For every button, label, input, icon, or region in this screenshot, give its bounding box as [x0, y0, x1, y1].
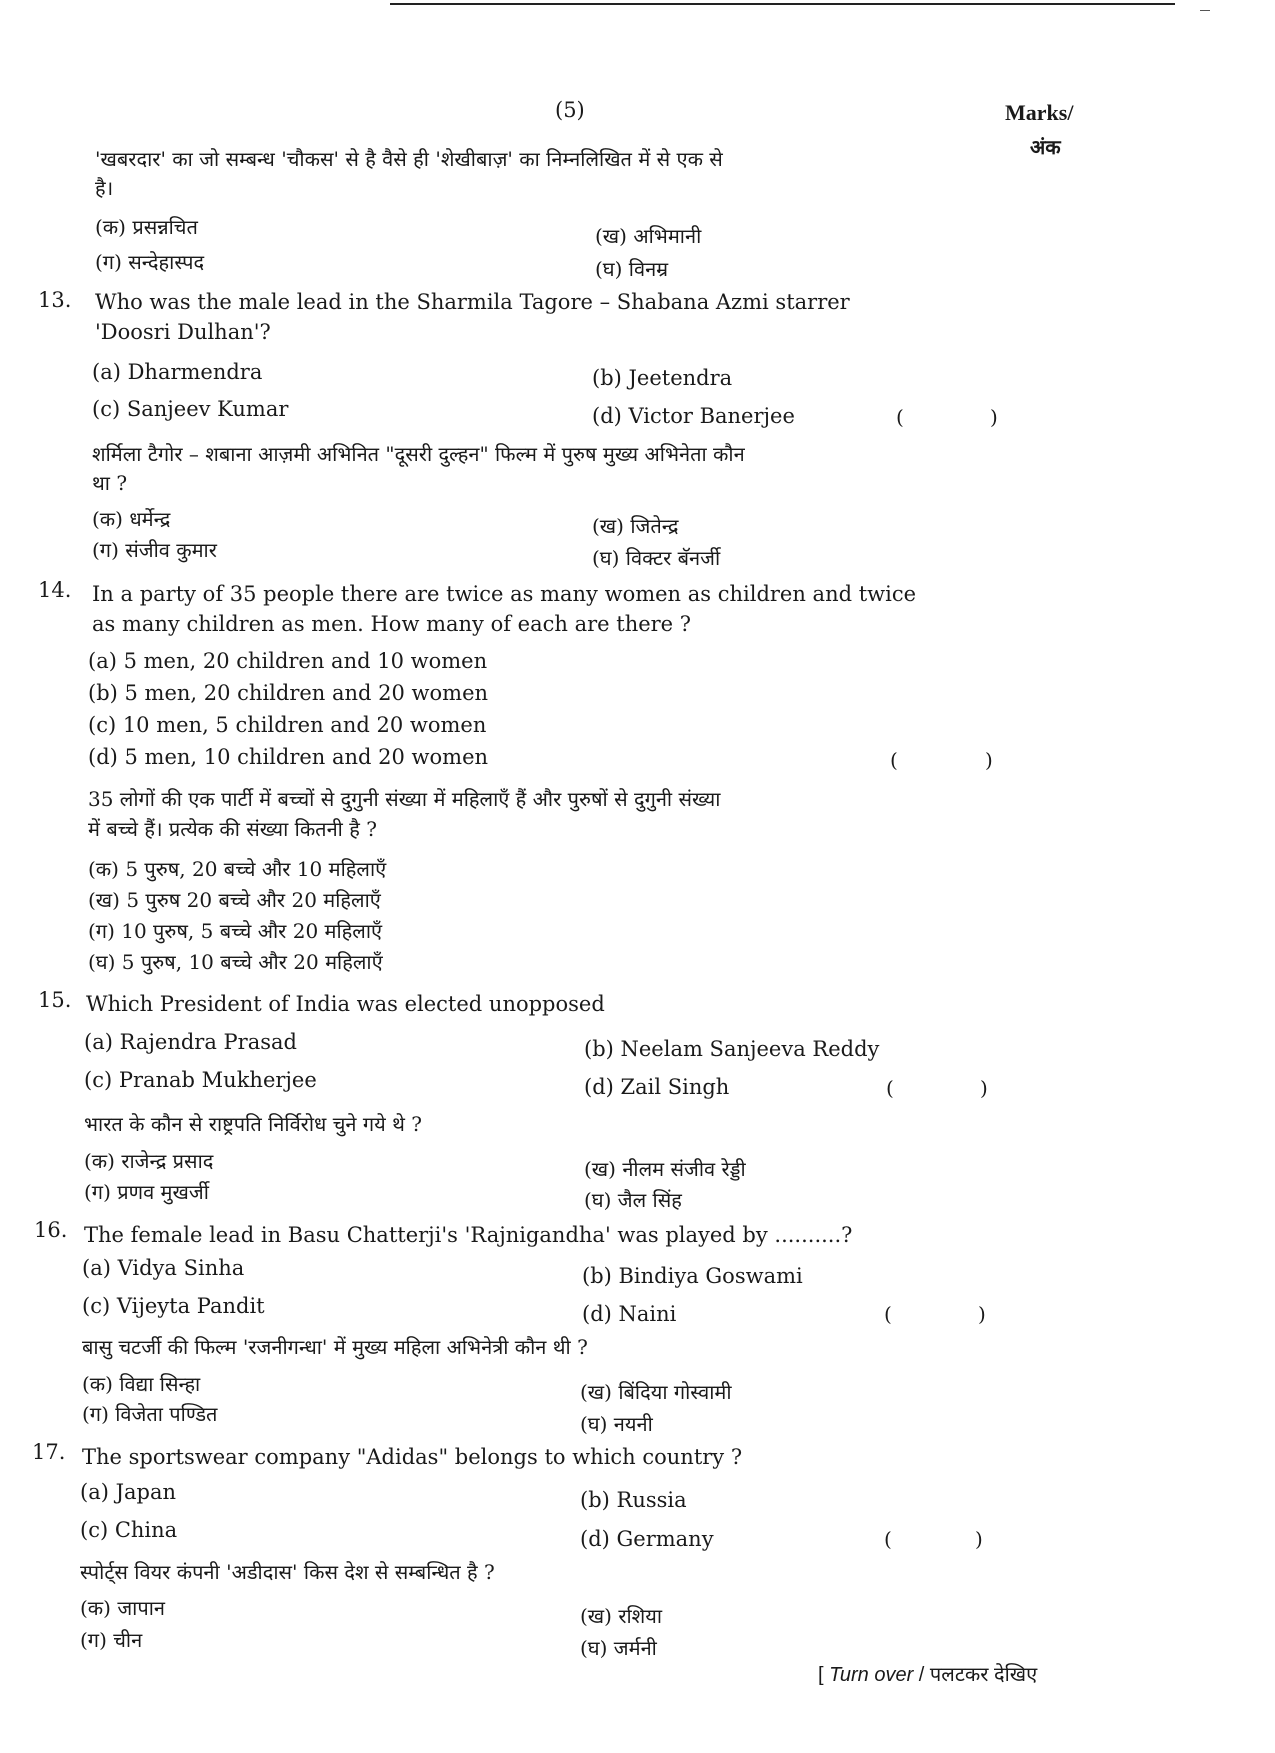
q14-stem-line2: as many children as men. How many of each are there ? — [92, 612, 692, 636]
marks-label-hindi: अंक — [1030, 135, 1061, 159]
q16-option-d: (d) Naini — [582, 1302, 677, 1326]
q14-hindi-stem-line2: में बच्चे हैं। प्रत्येक की संख्या कितनी है ? — [88, 817, 377, 841]
q13-option-d: (d) Victor Banerjee — [592, 404, 795, 428]
q16-option-b: (b) Bindiya Goswami — [582, 1264, 803, 1288]
q14-option-a: (a) 5 men, 20 children and 10 women — [88, 649, 488, 673]
q14-option-kha: (ख) 5 पुरुष 20 बच्चे और 20 महिलाएँ — [88, 888, 381, 912]
turn-over-footer — [818, 1660, 1037, 1687]
q13-stem-line2: 'Doosri Dulhan'? — [95, 320, 271, 344]
q15-option-kha: (ख) नीलम संजीव रेड्डी — [584, 1157, 746, 1181]
q15-option-gha: (घ) जैल सिंह — [584, 1188, 682, 1212]
q13-hindi-stem-line2: था ? — [92, 471, 128, 495]
q13-option-b: (b) Jeetendra — [592, 366, 733, 390]
q13-answer-close: ) — [990, 405, 998, 429]
q15-option-a: (a) Rajendra Prasad — [84, 1030, 297, 1054]
q15-option-ka: (क) राजेन्द्र प्रसाद — [84, 1149, 214, 1173]
q17-option-d: (d) Germany — [580, 1527, 714, 1551]
q14-stem-line1: In a party of 35 people there are twice as many women as children and twice — [92, 582, 917, 606]
q17-option-a: (a) Japan — [80, 1480, 177, 1504]
q15-option-d: (d) Zail Singh — [584, 1075, 730, 1099]
q13-answer-open: ( — [896, 405, 904, 429]
q17-option-gha: (घ) जर्मनी — [580, 1636, 657, 1660]
footer-bracket: [ — [818, 1664, 824, 1686]
q12-hindi-stem-line2: है। — [95, 176, 114, 200]
q15-stem-line1: Which President of India was elected unopposed — [86, 992, 605, 1016]
q16-option-ga: (ग) विजेता पण्डित — [82, 1402, 218, 1426]
q15-option-c: (c) Pranab Mukherjee — [84, 1068, 317, 1092]
q16-option-a: (a) Vidya Sinha — [82, 1256, 245, 1280]
q13-option-gha: (घ) विक्टर बॅनर्जी — [592, 546, 721, 570]
q13-option-ga: (ग) संजीव कुमार — [92, 538, 217, 562]
q16-hindi-stem-line1: बासु चटर्जी की फिल्म 'रजनीगन्धा' में मुख्य महिला अभिनेत्री कौन थी ? — [82, 1335, 588, 1359]
turn-over-text: Turn over — [829, 1664, 914, 1686]
q17-option-kha: (ख) रशिया — [580, 1604, 663, 1628]
q17-option-b: (b) Russia — [580, 1488, 687, 1512]
q14-answer-open: ( — [890, 748, 898, 772]
q17-option-ka: (क) जापान — [80, 1596, 165, 1620]
q14-number: 14. — [38, 578, 72, 602]
q12-option-gha: (घ) विनम्र — [595, 257, 669, 281]
q16-option-gha: (घ) नयनी — [580, 1412, 653, 1436]
q17-answer-open: ( — [884, 1527, 892, 1551]
q14-option-ka: (क) 5 पुरुष, 20 बच्चे और 10 महिलाएँ — [88, 857, 387, 881]
q13-hindi-stem-line1: शर्मिला टैगोर – शबाना आज़मी अभिनित "दूसरी दुल्हन" फिल्म में पुरुष मुख्य अभिनेता कौन — [92, 442, 745, 466]
q17-number: 17. — [32, 1440, 66, 1464]
footer-separator: / — [913, 1664, 930, 1686]
q12-option-ga: (ग) सन्देहास्पद — [95, 250, 205, 274]
q15-answer-open: ( — [886, 1076, 894, 1100]
q17-stem-line1: The sportswear company "Adidas" belongs to which country ? — [82, 1445, 743, 1469]
q14-option-gha: (घ) 5 पुरुष, 10 बच्चे और 20 महिलाएँ — [88, 950, 383, 974]
q14-answer-close: ) — [985, 748, 993, 772]
q17-hindi-stem-line1: स्पोर्ट्स वियर कंपनी 'अडीदास' किस देश से सम्बन्धित है ? — [80, 1560, 495, 1584]
q17-option-c: (c) China — [80, 1518, 178, 1542]
q15-hindi-stem-line1: भारत के कौन से राष्ट्रपति निर्विरोध चुने गये थे ? — [84, 1112, 422, 1136]
marks-label: Marks/ — [1005, 100, 1074, 125]
q16-option-ka: (क) विद्या सिन्हा — [82, 1372, 201, 1396]
q16-answer-close: ) — [978, 1302, 986, 1326]
q15-option-ga: (ग) प्रणव मुखर्जी — [84, 1180, 209, 1204]
q15-option-b: (b) Neelam Sanjeeva Reddy — [584, 1037, 880, 1061]
q17-option-ga: (ग) चीन — [80, 1628, 143, 1652]
q14-option-c: (c) 10 men, 5 children and 20 women — [88, 713, 487, 737]
q13-option-c: (c) Sanjeev Kumar — [92, 397, 289, 421]
q14-option-b: (b) 5 men, 20 children and 20 women — [88, 681, 489, 705]
q16-number: 16. — [34, 1218, 68, 1242]
q12-hindi-stem-line1: 'खबरदार' का जो सम्बन्ध 'चौकस' से है वैसे ही 'शेखीबाज़' का निम्नलिखित में से एक से — [95, 147, 723, 171]
q12-option-kha: (ख) अभिमानी — [595, 224, 702, 248]
q16-stem-line1: The female lead in Basu Chatterji's 'Rajnigandha' was played by ..........? — [84, 1223, 853, 1247]
page-number: (5) — [555, 98, 585, 122]
q17-answer-close: ) — [975, 1527, 983, 1551]
q13-stem-line1: Who was the male lead in the Sharmila Tagore – Shabana Azmi starrer — [95, 290, 850, 314]
q14-option-ga: (ग) 10 पुरुष, 5 बच्चे और 20 महिलाएँ — [88, 919, 383, 943]
top-rule — [390, 3, 1175, 5]
q14-option-d: (d) 5 men, 10 children and 20 women — [88, 745, 489, 769]
q14-hindi-stem-line1: 35 लोगों की एक पार्टी में बच्चों से दुगुनी संख्या में महिलाएँ हैं और पुरुषों से दुगुनी संख्या — [88, 787, 721, 811]
q15-answer-close: ) — [980, 1076, 988, 1100]
q13-option-ka: (क) धर्मेन्द्र — [92, 507, 171, 531]
turn-over-text-hindi: पलटकर देखिए — [929, 1664, 1038, 1686]
q16-option-c: (c) Vijeyta Pandit — [82, 1294, 265, 1318]
q16-answer-open: ( — [884, 1302, 892, 1326]
q13-option-kha: (ख) जितेन्द्र — [592, 514, 679, 538]
q15-number: 15. — [38, 988, 72, 1012]
q13-number: 13. — [38, 288, 72, 312]
q16-option-kha: (ख) बिंदिया गोस्वामी — [580, 1380, 732, 1404]
q13-option-a: (a) Dharmendra — [92, 360, 263, 384]
q12-option-ka: (क) प्रसन्नचित — [95, 215, 198, 239]
corner-dash — [1200, 10, 1210, 11]
